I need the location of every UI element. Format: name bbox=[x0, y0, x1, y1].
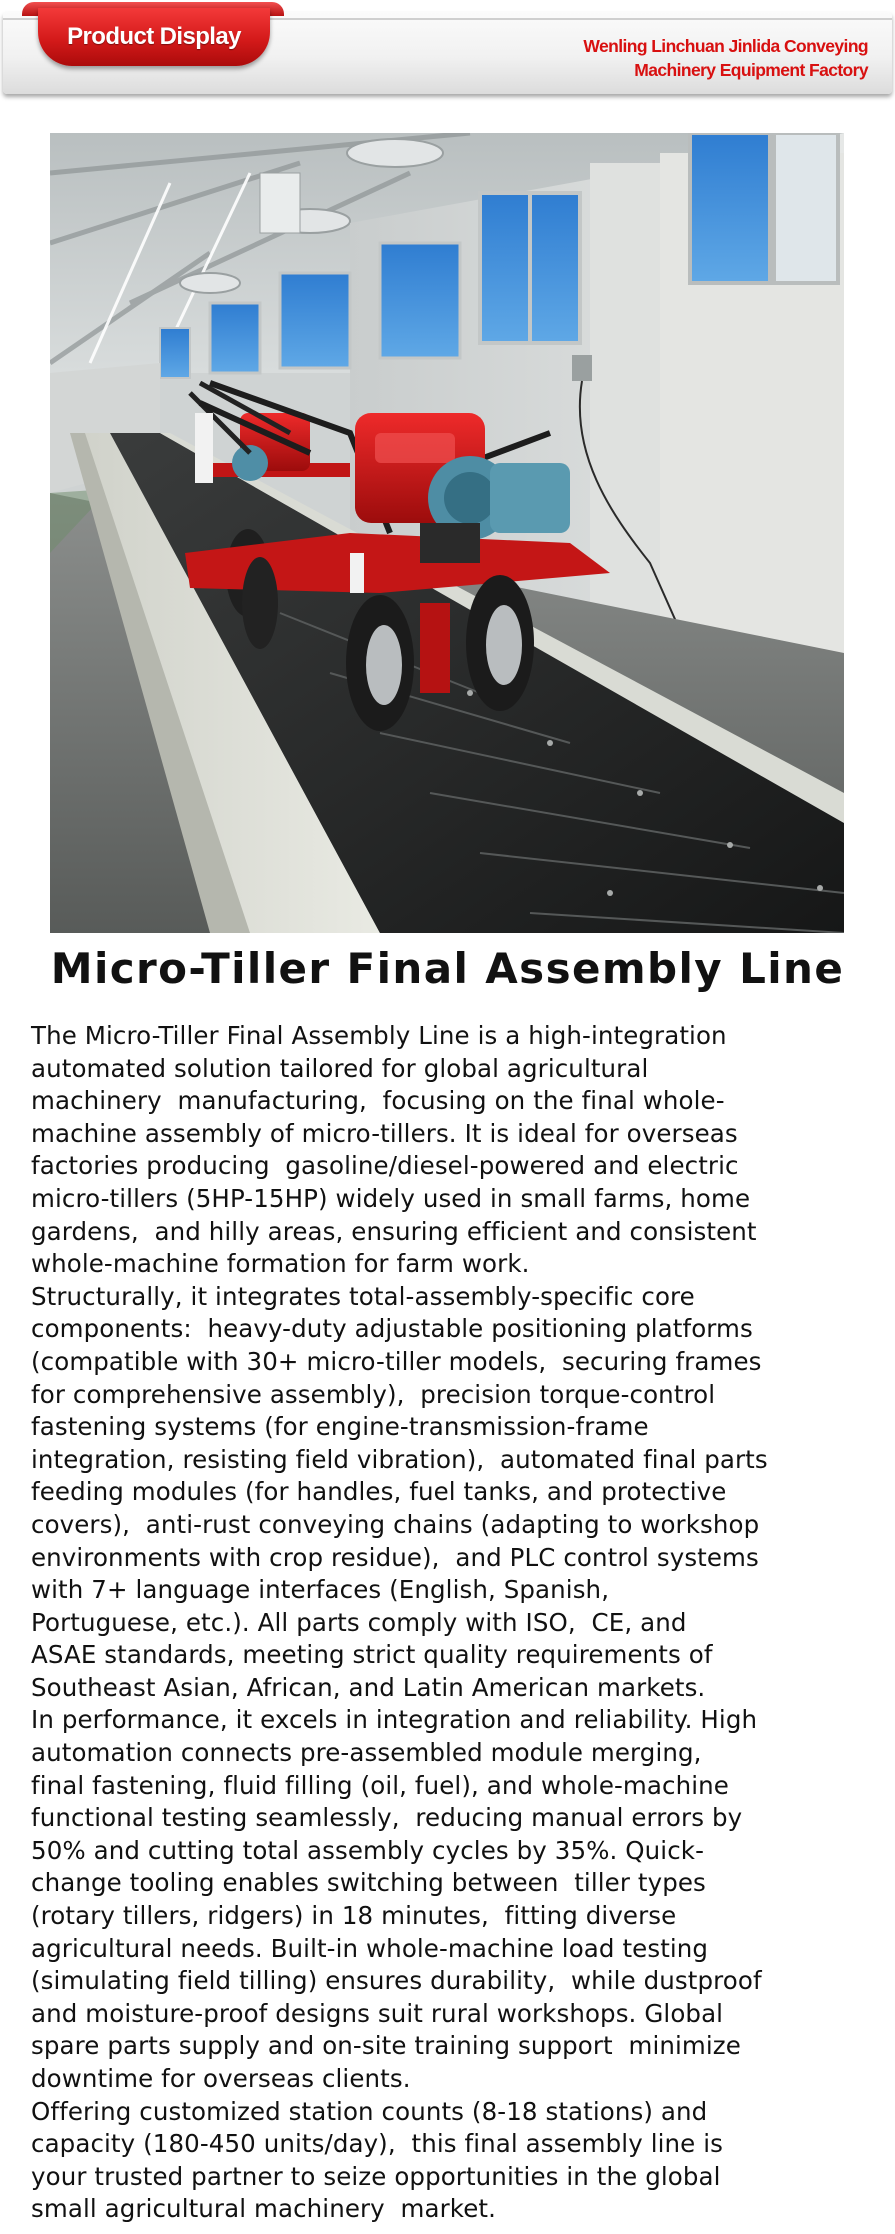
description-line: (simulating field tilling) ensures durability, while dustproof bbox=[31, 1966, 762, 1996]
description-line: machinery manufacturing, focusing on the final whole- bbox=[31, 1086, 725, 1116]
description-line: small agricultural machinery market. bbox=[31, 2194, 496, 2224]
description-line: (compatible with 30+ micro-tiller models, securing frames bbox=[31, 1346, 762, 1376]
description-line: and moisture-proof designs suit rural workshops. Global bbox=[31, 1998, 724, 2028]
description-line: machine assembly of micro-tillers. It is ideal for overseas bbox=[31, 1118, 738, 1148]
description-line: automation connects pre-assembled module merging, bbox=[31, 1738, 702, 1768]
description-line: agricultural needs. Built-in whole-machine load testing bbox=[31, 1933, 709, 1963]
description-line: feeding modules (for handles, fuel tanks, and protective bbox=[31, 1477, 727, 1507]
description-line: functional testing seamlessly, reducing manual errors by bbox=[31, 1803, 743, 1833]
description-line: Offering customized station counts (8-18 stations) and bbox=[31, 2096, 708, 2126]
description-line: for comprehensive assembly), precision torque-control bbox=[31, 1379, 716, 1409]
description-line: automated solution tailored for global agricultural bbox=[31, 1053, 649, 1083]
description-line: factories producing gasoline/diesel-powered and electric bbox=[31, 1151, 739, 1181]
product-title: Micro-Tiller Final Assembly Line bbox=[50, 944, 845, 993]
description-line: Southeast Asian, African, and Latin American markets. bbox=[31, 1672, 706, 1702]
description-line: environments with crop residue), and PLC control systems bbox=[31, 1542, 759, 1572]
description-line: Structurally, it integrates total-assembly-specific core bbox=[31, 1281, 695, 1311]
description-line: The Micro-Tiller Final Assembly Line is a high-integration bbox=[31, 1021, 727, 1050]
description-line: with 7+ language interfaces (English, Spanish, bbox=[31, 1575, 610, 1605]
description-line: capacity (180-450 units/day), this final assembly line is bbox=[31, 2129, 723, 2159]
product-display-label: Product Display bbox=[67, 23, 241, 50]
description-line: (rotary tillers, ridgers) in 18 minutes, fitting diverse bbox=[31, 1901, 677, 1931]
company-name-line-1: Wenling Linchuan Jinlida Conveying bbox=[583, 36, 868, 56]
description-line: final fastening, fluid filling (oil, fuel), and whole-machine bbox=[31, 1770, 729, 1800]
description-line: spare parts supply and on-site training support minimize bbox=[31, 2031, 741, 2061]
product-photo bbox=[50, 133, 844, 933]
description-line: downtime for overseas clients. bbox=[31, 2064, 411, 2093]
description-line: whole-machine formation for farm work. bbox=[31, 1249, 530, 1279]
description-line: Portuguese, etc.). All parts comply with ISO, CE, and bbox=[31, 1607, 687, 1637]
description-line: your trusted partner to seize opportunities in the global bbox=[31, 2161, 721, 2191]
company-name-line-2: Machinery Equipment Factory bbox=[634, 60, 868, 80]
description-line: In performance, it excels in integration and reliability. High bbox=[31, 1705, 758, 1735]
description-line: fastening systems (for engine-transmission-frame bbox=[31, 1412, 649, 1442]
description-line: components: heavy-duty adjustable positioning platforms bbox=[31, 1314, 753, 1344]
description-line: 50% and cutting total assembly cycles by 35%. Quick- bbox=[31, 1835, 705, 1865]
description-line: covers), anti-rust conveying chains (adapting to workshop bbox=[31, 1509, 760, 1539]
description-line: ASAE standards, meeting strict quality requirements of bbox=[31, 1640, 713, 1670]
description-line: integration, resisting field vibration), automated final parts bbox=[31, 1444, 768, 1474]
product-display-tab bbox=[38, 8, 270, 66]
description-line: change tooling enables switching between tiller types bbox=[31, 1868, 706, 1898]
description-line: micro-tillers (5HP-15HP) widely used in small farms, home bbox=[31, 1183, 751, 1213]
product-description bbox=[31, 1020, 871, 2226]
description-line: gardens, and hilly areas, ensuring efficient and consistent bbox=[31, 1216, 757, 1246]
company-name bbox=[583, 34, 868, 82]
